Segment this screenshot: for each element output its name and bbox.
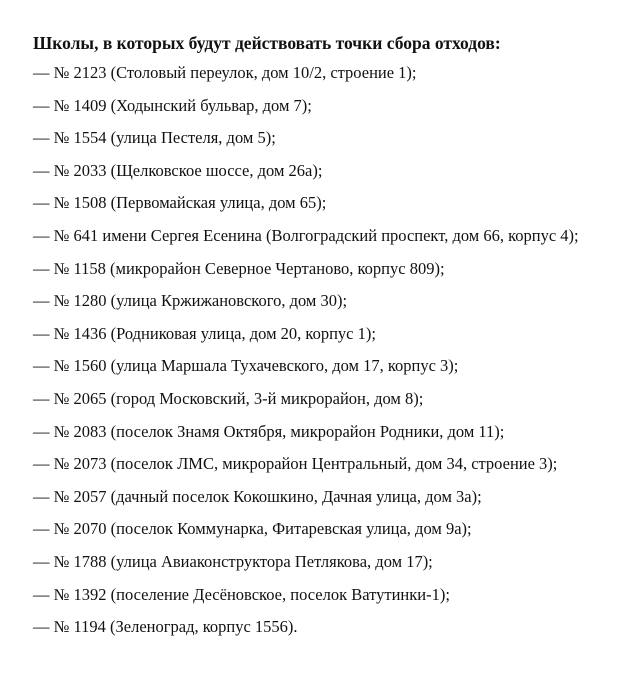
list-item: — № 1392 (поселение Десёновское, поселок Ватутинки-1); [33, 584, 450, 604]
list-item: — № 1409 (Ходынский бульвар, дом 7); [33, 95, 312, 115]
list-item: — № 2073 (поселок ЛМС, микрорайон Центральный, дом 34, строение 3); [33, 454, 558, 474]
list-item: — № 1436 (Родниковая улица, дом 20, корпус 1); [33, 323, 376, 343]
list-item: — № 641 имени Сергея Есенина (Волгоградский проспект, дом 66, корпус 4); [33, 225, 579, 245]
list-item: — № 1554 (улица Пестеля, дом 5); [33, 128, 276, 148]
list-item: — № 2065 (город Московский, 3-й микрорайон, дом 8); [33, 388, 424, 408]
list-item: — № 2123 (Столовый переулок, дом 10/2, строение 1); [33, 63, 417, 82]
list-item: — № 2033 (Щелковское шоссе, дом 26а); [33, 160, 323, 180]
document-heading: Школы, в которых будут действовать точки сбора отходов: [33, 33, 501, 53]
list-item: — № 2083 (поселок Знамя Октября, микрорайон Родники, дом 11); [33, 421, 505, 441]
list-item: — № 1194 (Зеленоград, корпус 1556). [33, 617, 298, 637]
list-item: — № 1788 (улица Авиаконструктора Петлякова, дом 17); [33, 551, 433, 571]
list-item: — № 2070 (поселок Коммунарка, Фитаревская улица, дом 9а); [33, 519, 472, 539]
school-list [33, 62, 613, 649]
list-item: — № 1158 (микрорайон Северное Чертаново, корпус 809); [33, 258, 445, 278]
list-item: — № 1280 (улица Кржижановского, дом 30); [33, 291, 348, 311]
list-item: — № 1560 (улица Маршала Тухачевского, дом 17, корпус 3); [33, 356, 459, 376]
list-item: — № 1508 (Первомайская улица, дом 65); [33, 193, 327, 213]
list-item: — № 2057 (дачный поселок Кокошкино, Дачная улица, дом 3а); [33, 486, 482, 506]
document [33, 32, 613, 649]
